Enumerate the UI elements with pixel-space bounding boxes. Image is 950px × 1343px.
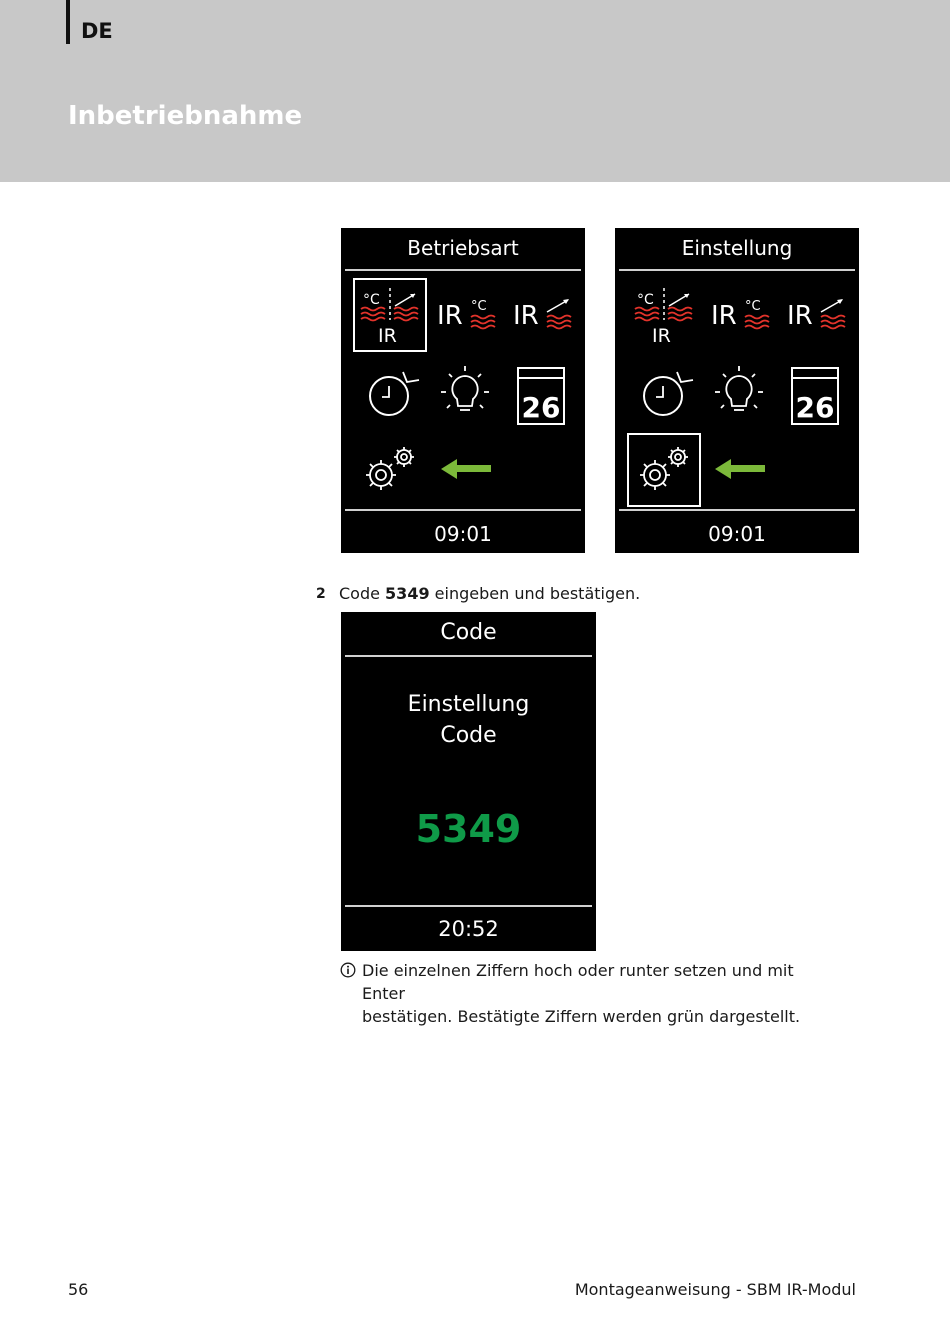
svg-text:IR: IR bbox=[378, 325, 397, 347]
svg-text:IR: IR bbox=[787, 301, 813, 331]
ir-temperature-icon[interactable] bbox=[435, 290, 501, 340]
svg-text:°C: °C bbox=[637, 292, 654, 308]
svg-text:26: 26 bbox=[521, 391, 561, 424]
info-note-line2: bestätigen. Bestätigte Ziffern werden grün dargestellt. bbox=[362, 1007, 801, 1026]
screen-title: Code bbox=[440, 620, 497, 645]
clock-icon[interactable] bbox=[637, 364, 697, 424]
svg-text:°C: °C bbox=[363, 292, 380, 308]
screen-title: Einstellung bbox=[681, 236, 793, 260]
ir-humidity-icon[interactable] bbox=[785, 290, 851, 340]
ir-humidity-icon[interactable] bbox=[511, 290, 577, 340]
svg-text:°C: °C bbox=[745, 299, 761, 314]
temp-humidity-ir-combo-icon[interactable] bbox=[353, 278, 427, 352]
screen-divider bbox=[619, 269, 855, 271]
code-screen-label-line1: Einstellung bbox=[407, 692, 530, 717]
screen-divider bbox=[345, 655, 592, 657]
screen-divider bbox=[345, 905, 592, 907]
code-value[interactable]: 5349 bbox=[415, 807, 522, 851]
svg-text:IR: IR bbox=[513, 301, 539, 331]
back-arrow-icon[interactable] bbox=[439, 454, 495, 484]
info-note-line1: Die einzelnen Ziffern hoch oder runter setzen und mit Enter bbox=[362, 961, 794, 1003]
language-marker-bar bbox=[66, 0, 70, 44]
svg-text:°C: °C bbox=[471, 299, 487, 314]
settings-gears-icon[interactable] bbox=[361, 443, 421, 499]
svg-text:IR: IR bbox=[711, 301, 737, 331]
light-bulb-icon[interactable] bbox=[435, 364, 495, 424]
step-instruction: Code 5349 eingeben und bestätigen. bbox=[339, 584, 641, 603]
page-number: 56 bbox=[68, 1280, 89, 1299]
header-band bbox=[0, 0, 950, 182]
display-screen-betriebsart bbox=[341, 228, 585, 553]
info-icon bbox=[340, 962, 356, 978]
screen-time: 20:52 bbox=[438, 917, 499, 941]
calendar-icon[interactable] bbox=[790, 366, 840, 426]
ir-temperature-icon[interactable] bbox=[709, 290, 775, 340]
screen-time: 09:01 bbox=[708, 522, 766, 546]
clock-icon[interactable] bbox=[363, 364, 423, 424]
svg-text:IR: IR bbox=[437, 301, 463, 331]
back-arrow-icon[interactable] bbox=[713, 454, 769, 484]
calendar-icon[interactable] bbox=[516, 366, 566, 426]
screen-time: 09:01 bbox=[434, 522, 492, 546]
info-note bbox=[362, 959, 832, 1028]
code-screen-label-line2: Code bbox=[440, 723, 497, 748]
step-number: 2 bbox=[316, 586, 326, 602]
display-screen-einstellung bbox=[615, 228, 859, 553]
light-bulb-icon[interactable] bbox=[709, 364, 769, 424]
screen-divider bbox=[345, 509, 581, 511]
screen-divider bbox=[619, 509, 855, 511]
screen-title: Betriebsart bbox=[407, 236, 519, 260]
step-code: 5349 bbox=[385, 584, 430, 603]
svg-text:26: 26 bbox=[795, 391, 835, 424]
document-title: Montageanweisung - SBM IR-Modul bbox=[574, 1280, 856, 1299]
display-screen-code bbox=[341, 612, 596, 951]
settings-gears-icon[interactable] bbox=[635, 443, 695, 499]
section-title: Inbetriebnahme bbox=[68, 101, 303, 131]
language-label: DE bbox=[81, 19, 113, 43]
screen-divider bbox=[345, 269, 581, 271]
svg-text:IR: IR bbox=[652, 325, 671, 347]
temp-humidity-ir-combo-icon[interactable] bbox=[627, 278, 701, 352]
